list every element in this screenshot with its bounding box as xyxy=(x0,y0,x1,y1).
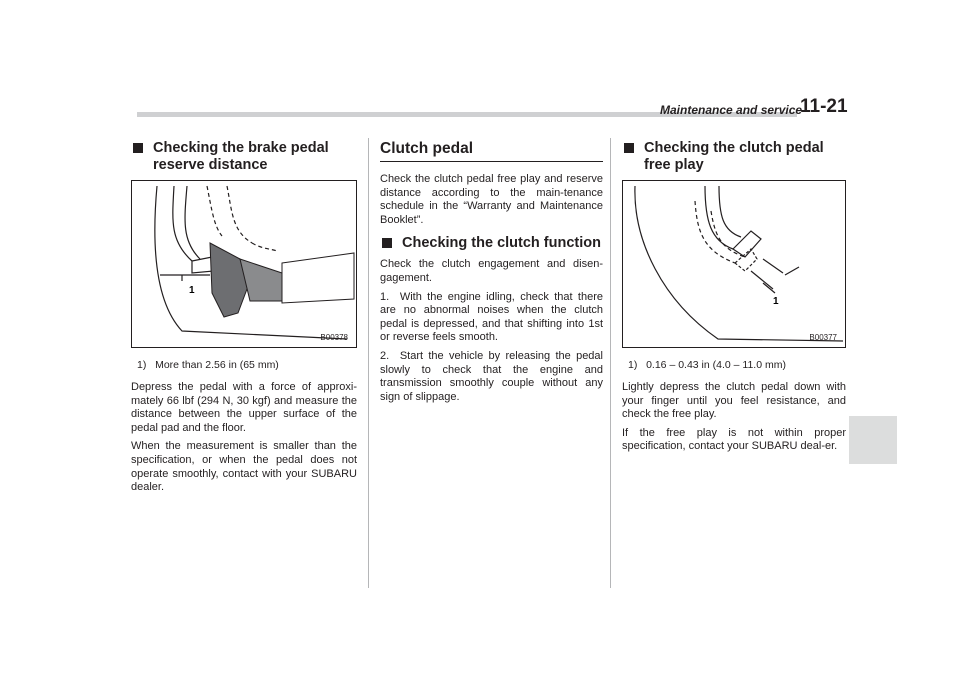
square-bullet-icon xyxy=(382,238,392,248)
square-bullet-icon xyxy=(624,143,634,153)
paragraph: Check the clutch engagement and disen-gagement. xyxy=(380,258,603,284)
column-divider xyxy=(368,138,369,588)
paragraph: 1. With the engine idling, check that there are no abnormal noises when the clutch pedal is depressed, and that shifting into 1st or reverse feels smooth. xyxy=(380,290,603,344)
column-brake-reserve xyxy=(131,140,357,500)
chapter-tab xyxy=(849,416,897,464)
column-divider xyxy=(610,138,611,588)
paragraph: Depress the pedal with a force of approxi-mately 66 lbf (294 N, 30 kgf) and measure the distance between the upper surface of the pedal pad and the floor. xyxy=(131,381,357,434)
figure-id: B00378 xyxy=(320,333,348,342)
paragraph: When the measurement is smaller than the specification, or when the pedal does not operate smoothly, contact with your SUBARU dealer. xyxy=(131,440,357,494)
clutch-pedal-illustration xyxy=(623,181,846,347)
figure-clutch-pedal xyxy=(622,180,846,348)
figure-caption: 1) More than 2.56 in (65 mm) xyxy=(137,359,279,371)
page-number: 11-21 xyxy=(800,96,848,117)
figure-brake-pedal xyxy=(131,180,357,348)
column-clutch-free-play xyxy=(622,140,846,459)
figure-callout: 1 xyxy=(189,285,195,296)
figure-callout: 1 xyxy=(773,296,779,307)
heading-clutch-free-play: Checking the clutch pedal free play xyxy=(622,140,846,174)
paragraph: 2. Start the vehicle by releasing the pedal slowly to check that the engine and transmission smoothly couple without any sign of slippage. xyxy=(380,349,603,403)
figure-caption: 1) 0.16 – 0.43 in (4.0 – 11.0 mm) xyxy=(628,359,786,371)
column-clutch-pedal xyxy=(380,140,603,409)
heading-brake-reserve: Checking the brake pedal reserve distance xyxy=(131,140,357,174)
paragraph: If the free play is not within proper specification, contact your SUBARU deal-er. xyxy=(622,426,846,453)
heading-clutch-function: Checking the clutch function xyxy=(380,235,603,252)
figure-id: B00377 xyxy=(809,333,837,342)
section-heading-clutch-pedal: Clutch pedal xyxy=(380,140,603,162)
section-title: Maintenance and service xyxy=(660,103,803,117)
paragraph: Lightly depress the clutch pedal down with your finger until you feel resistance, and check the free play. xyxy=(622,381,846,421)
square-bullet-icon xyxy=(133,143,143,153)
paragraph: Check the clutch pedal free play and reserve distance according to the main-tenance schedule in the “Warranty and Maintenance Booklet”. xyxy=(380,173,603,226)
brake-pedal-illustration xyxy=(132,181,357,347)
